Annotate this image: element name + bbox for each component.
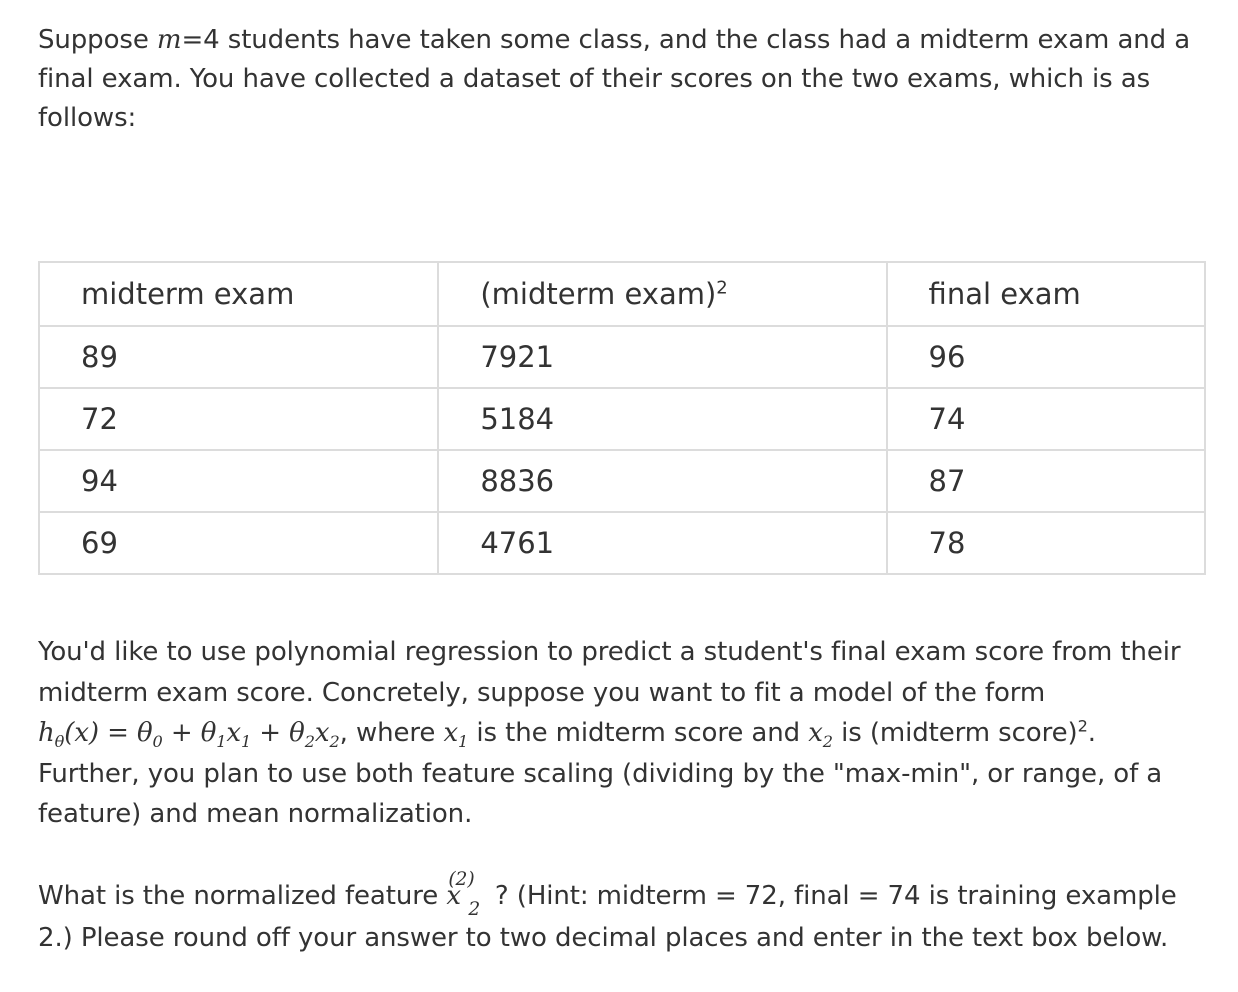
regression-sentence-2: Further, you plan to use both feature scaling (dividing by the "max-min", or range, of a feature) and mean normalization. [38,758,1163,829]
table-row [39,388,1205,450]
intro-paragraph [38,21,1213,138]
cell-midterm: 89 [39,326,438,388]
x1-variable: $x_1$ [443,718,469,752]
cell-final: 87 [887,450,1205,512]
header-midterm-squared: (midterm exam)$^2$ [438,262,886,326]
cell-midterm-squared: 4761 [438,512,886,574]
where-text: , where [339,718,444,748]
x2-superscript: 2 [1077,716,1088,736]
header-midterm: midterm exam [39,262,438,326]
cell-midterm-squared: 5184 [438,388,886,450]
table-row [39,512,1205,574]
table-row [39,450,1205,512]
intro-text-2: =4 students have taken some class, and the class had a midterm exam and a final exam. You have collected a dataset of their scores on the two exams, which is as follows: [38,25,1191,133]
x2-description: is (midterm score) [832,718,1078,748]
cell-final: 74 [887,388,1205,450]
cell-midterm: 69 [39,512,438,574]
cell-final: 78 [887,512,1205,574]
cell-final: 96 [887,326,1205,388]
regression-sentence-1: You'd like to use polynomial regression to predict a student's final exam score from their midterm exam score. Concretely, suppose you want to fit a model of the form [38,637,1181,708]
x2-variable: $x_2$ [808,718,833,752]
cell-midterm: 72 [39,388,438,450]
question-text-1: What is the normalized feature [38,881,447,911]
normalized-feature-variable: x (2) 2 [446,869,481,920]
scores-table [38,261,1206,575]
m-variable: m [156,25,182,55]
question-paragraph [38,869,1213,959]
regression-paragraph: You'd like to use polynomial regression to predict a student's final exam score from their midterm exam score. Concretely, suppose you want to fit a model of the form $h_\theta(x) = \theta_0 + \theta_1x_1 + \theta_2x_2$, where $x_1$ is the midterm score and $x_2$ is (midterm score)$^2$. Further, you plan to use both feature scaling (dividing by the "max-min", or range, of a feature) and mean normalization. [38,637,1181,829]
header-superscript: 2 [716,277,728,299]
cell-midterm-squared: 7921 [438,326,886,388]
intro-text-1: Suppose [38,25,157,55]
question-text-2: ? (Hint: midterm = 72, final = 74 is training example 2.) Please round off your answer to two decimal places and enter in the text box below. [38,881,1177,953]
cell-midterm: 94 [39,450,438,512]
table-header-row [39,262,1205,326]
table-row [39,326,1205,388]
cell-midterm-squared: 8836 [438,450,886,512]
model-formula: $h_\theta(x) = \theta_0 + \theta_1x_1 + \theta_2x_2$ [38,718,340,752]
x1-description: is the midterm score and [468,718,809,748]
header-final: final exam [887,262,1205,326]
